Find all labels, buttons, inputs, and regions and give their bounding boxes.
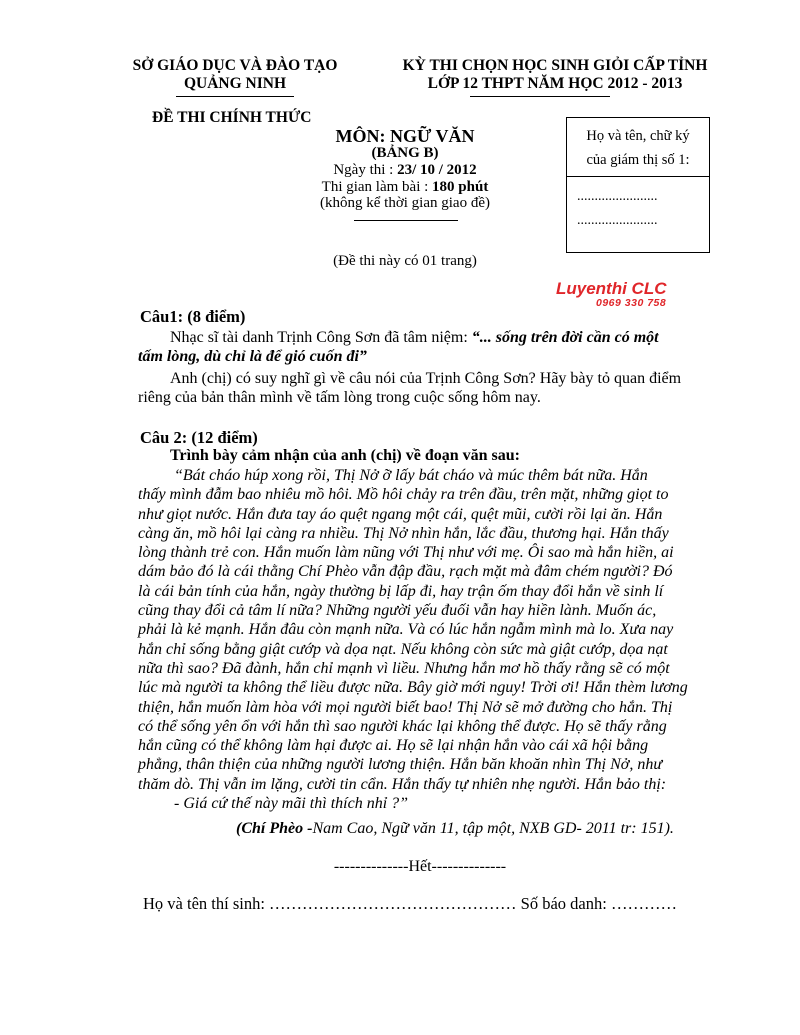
passage-line: thiện, hắn muốn làm hòa với mọi người biết bao! Thị Nở sẽ mở đường cho hắn. Thị	[138, 698, 673, 716]
passage-line: là cái bản tính của hắn, ngày thường bị lấp đi, hay trận ốm thay đổi hắn về sinh lí	[138, 582, 664, 600]
passage-line: dám bảo đó là cái thằng Chí Phèo vẫn đập đầu, rạch mặt mà đâm chém người? Đó	[138, 563, 673, 581]
watermark-logo: Luyenthi CLC	[556, 279, 667, 298]
passage-line: lòng thành trẻ con. Hắn muốn làm nũng với Thị như với mẹ. Ôi sao mà hắn hiền, ai	[138, 544, 674, 562]
passage-line: hắn cũng có thể không làm hại được ai. Họ sẽ lại nhận hắn vào cái xã hội bằng	[138, 737, 649, 755]
passage-line: lúc mà người ta không thể liều được nữa. Bây giờ mới nguy! Trời ơi! Hắn thèm lương	[138, 679, 688, 697]
q1-quote-end: tấm lòng, dù chỉ là để gió cuốn đi”	[138, 348, 367, 365]
org-underline	[176, 96, 294, 97]
q2-heading: Câu 2: (12 điểm)	[140, 428, 258, 447]
subject-title: MÔN: NGỮ VĂN	[335, 126, 475, 146]
exam-date: Ngày thi : 23/ 10 / 2012	[333, 162, 477, 178]
q2-passage	[138, 466, 706, 813]
exam-title-line2: LỚP 12 THPT NĂM HỌC 2012 - 2013	[427, 75, 683, 92]
passage-line: nữa thì sao? Đã đành, hắn chỉ mạnh vì liều. Nhưng hắn mơ hồ thấy rằng sẽ có một	[138, 659, 670, 677]
examiner-signature-lines: ....................... .......................	[577, 189, 658, 228]
passage-line: càng ăn, mồ hôi lại càng ra nhiều. Thị Nở nhìn hắn, lắc đầu, thương hại. Hắn thấy	[138, 524, 669, 542]
exam-duration: Thi gian làm bài : 180 phút	[321, 179, 489, 195]
watermark-phone: 0969 330 758	[596, 297, 667, 309]
q2-prompt: Trình bày cảm nhận của anh (chị) về đoạn văn sau:	[170, 447, 520, 464]
subject-board: (BẢNG B)	[371, 145, 439, 161]
passage-line: thăm dò. Thị vẫn im lặng, cười tin cẩn. Hắn thấy tự nhiên nhẹ người. Hắn bảo thị:	[138, 775, 667, 793]
org-name-line2: QUẢNG NINH	[183, 75, 287, 92]
q1-line4: riêng của bản thân mình về tấm lòng trong cuộc sống hôm nay.	[138, 389, 541, 406]
passage-line: - Giá cứ thế này mãi thì thích nhỉ ?”	[174, 795, 409, 813]
page-count-note: (Đề thi này có 01 trang)	[333, 253, 477, 269]
passage-line: thấy mình đẫm bao nhiêu mồ hôi. Mồ hôi chảy ra trên đầu, trên mặt, những giọt to	[138, 486, 669, 504]
q1-line1: Nhạc sĩ tài danh Trịnh Công Sơn đã tâm niệm: “... sống trên đời cần có một	[170, 329, 659, 346]
q1-line3: Anh (chị) có suy nghĩ gì về câu nói của Trịnh Công Sơn? Hãy bày tỏ quan điểm	[170, 370, 682, 387]
exam-underline	[470, 96, 610, 97]
q1-heading: Câu1: (8 điểm)	[140, 307, 246, 326]
passage-line: hắn chỉ sống bằng giật cướp và dọa nạt. Nếu không còn sức mà giật cướp, dọa nạt	[138, 640, 668, 658]
org-name-line1: SỞ GIÁO DỤC VÀ ĐÀO TẠO	[132, 57, 338, 74]
official-exam-label: ĐỀ THI CHÍNH THỨC	[152, 109, 312, 126]
examiner-signature-box	[566, 117, 710, 253]
passage-line: cũng thay đổi cả tâm lí nữa? Những người yếu đuối vẫn hay hiền lành. Muốn ác,	[138, 602, 657, 620]
passage-line: phải là kẻ mạnh. Hắn đâu còn mạnh nữa. Và có lúc hắn ngẫm mình mà lo. Xưa nay	[138, 621, 674, 639]
candidate-info-line: Họ và tên thí sinh: ……………………………………… Số báo danh: …………	[143, 894, 677, 913]
passage-line: như giọt nước. Hắn đưa tay áo quệt ngang một cái, quệt mũi, cười rồi lại ăn. Hắn	[138, 505, 663, 523]
end-mark: --------------Hết--------------	[333, 858, 507, 875]
subject-underline	[354, 220, 458, 221]
passage-line: có thể sống yên ổn với hắn thì sao người khác lại không thể được. Họ sẽ thấy rằng	[138, 717, 667, 735]
passage-line: “Bát cháo húp xong rồi, Thị Nở ỡ lấy bát cháo và múc thêm bát nữa. Hắn	[174, 467, 648, 484]
exam-duration-note: (không kể thời gian giao đề)	[320, 195, 490, 211]
q2-source: (Chí Phèo -Nam Cao, Ngữ văn 11, tập một, NXB GD- 2011 tr: 151).	[236, 820, 674, 837]
passage-line: phẳng, thân thiện của những người lương thiện. Hắn băn khoăn nhìn Thị Nở, như	[138, 756, 663, 774]
examiner-label: Họ và tên, chữ ký của giám thị số 1:	[567, 118, 709, 177]
exam-title-line1: KỲ THI CHỌN HỌC SINH GIỎI CẤP TỈNH	[402, 57, 708, 74]
